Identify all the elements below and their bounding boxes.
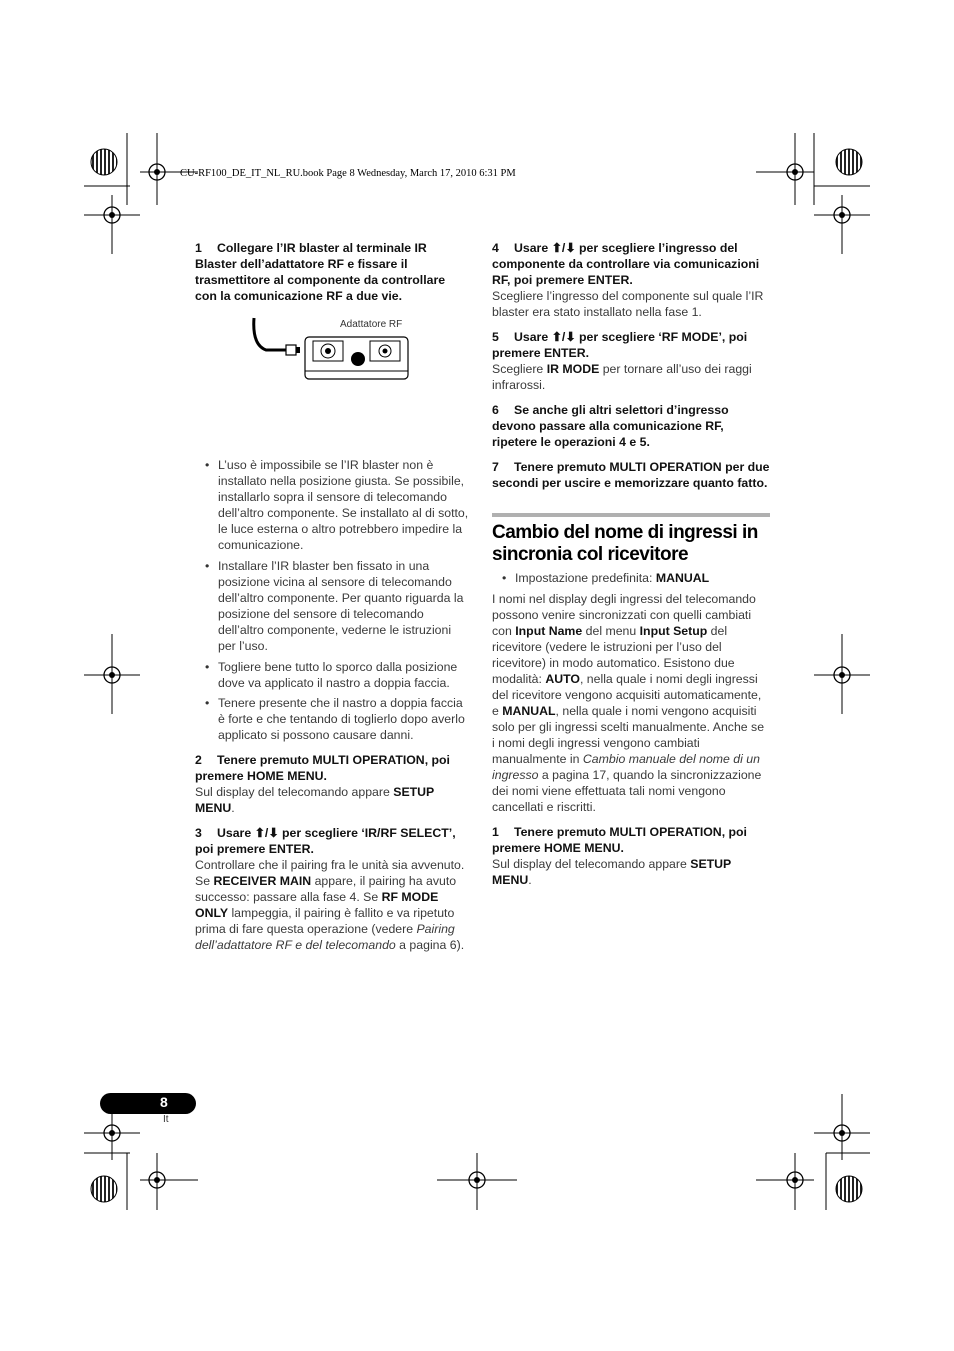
list-item: • Impostazione predefinita: MANUAL [492,570,770,586]
list-item: • Togliere bene tutto lo sporco dalla posizione dove va applicato il nastro a doppia faccia. [195,659,470,691]
step-2: 2 Tenere premuto MULTI OPERATION, poi premere HOME MENU. [195,753,450,783]
figure-label: Adattatore RF [340,319,403,330]
section-paragraph: I nomi nel display degli ingressi del telecomando possono venire sincronizzati con quelli cambiati con Input Name del menu Input Setup del ricevitore (vedere le istruzioni per l’uso del ricevitore) in modo automatico. Esistono due modalità: AUTO, nella quale i nomi degli ingressi del ricevitore vengono acquisiti automaticamente, e MANUAL, nella quale i nomi vengono acquisiti solo per gli ingressi scelti manualmente. Anche se i nomi degli ingressi vengono cambiati manualmente in Cambio manuale del nome di un ingresso a pagina 17, quando la sincronizzazione dei nomi viene effettuata tali nomi vengono cancellati e riscritti. [492,592,765,814]
step-2-body: Sul display del telecomando appare SETUP MENU. [195,785,435,815]
section-title: Cambio del nome di ingressi in sincronia col ricevitore [492,522,758,565]
step-7: 7 Tenere premuto MULTI OPERATION per due secondi per uscire e memorizzare quanto fatto. [492,460,770,490]
page-language: It [163,1114,169,1125]
step-1: 1 Collegare l’IR blaster al terminale IR Blaster dell’adattatore RF e fissare il trasmettitore al componente da controllare con la comunicazione RF a due vie. [195,241,446,303]
step-4: 4 Usare ⬆/⬇ per scegliere l’ingresso del componente da controllare via comunicazioni RF, poi premere ENTER. [492,241,760,287]
step-1b: 1 Tenere premuto MULTI OPERATION, poi premere HOME MENU. [492,825,747,855]
step-3: 3 Usare ⬆/⬇ per scegliere ‘IR/RF SELECT’, poi premere ENTER. [195,826,456,856]
step-5-body: Scegliere IR MODE per tornare all’uso dei raggi infrarossi. [492,362,752,392]
step-3-body: Controllare che il pairing fra le unità sia avvenuto. Se RECEIVER MAIN appare, il pairing ha avuto successo: passare alla fase 4. Se RF MODE ONLY lampeggia, il pairing è fallito e va ripetuto prima di fare questa operazione (vedere Pairing dell’adattatore RF e del telecomando a pagina 6). [195,858,465,952]
list-item: • L’uso è impossibile se l’IR blaster non è installato nella posizione giusta. Se possibile, installarlo sopra il sensore di telecomando dell’altro componente. Se installato al di sotto, le luce esterna o altro potrebbero impedire la comunicazione. [195,457,470,553]
step-1b-body: Sul display del telecomando appare SETUP MENU. [492,857,732,887]
rf-adapter-diagram [250,313,420,383]
default-setting-list [492,570,770,586]
list-item: • Installare l’IR blaster ben fissato in una posizione vicina al sensore di telecomando dell’altro componente. Per quanto riguarda la posizione del sensore di telecomando dell’altro componente, vederne le istruzioni per l’uso. [195,558,470,654]
page-number: 8 [160,1094,168,1110]
step-6: 6 Se anche gli altri selettori d’ingresso devono passare alla comunicazione RF, ripetere le operazioni 4 e 5. [492,403,729,449]
section-rule [492,513,770,517]
list-item: • Tenere presente che il nastro a doppia faccia è forte e che tentando di toglierlo dopo averlo applicato si possono causare danni. [195,695,470,743]
step-5: 5 Usare ⬆/⬇ per scegliere ‘RF MODE’, poi premere ENTER. [492,330,748,360]
notes-list [195,457,470,743]
step-4-body: Scegliere l’ingresso del componente sul quale l’IR blaster era stato installato nella fase 1. [492,289,764,319]
print-header: CU-RF100_DE_IT_NL_RU.book Page 8 Wednesday, March 17, 2010 6:31 PM [180,168,516,179]
page-number-pill [100,1093,196,1114]
right-column [492,240,770,888]
